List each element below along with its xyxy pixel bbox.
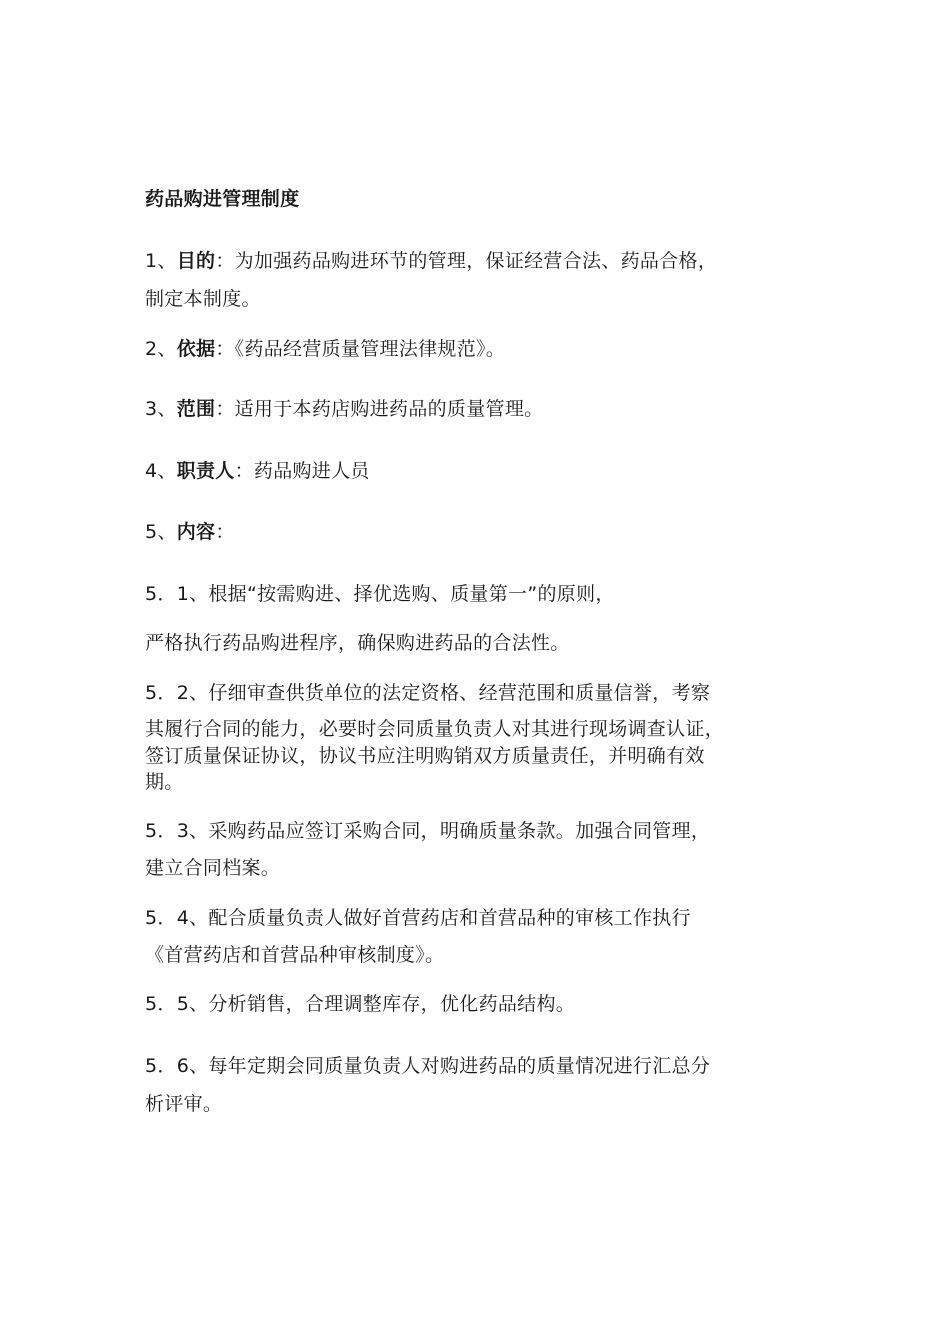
item-label: 目的 bbox=[176, 250, 216, 272]
item-number: 3、 bbox=[145, 398, 177, 420]
section-5-6-line-1: 5．6、每年定期会同质量负责人对购进药品的质量情况进行汇总分 bbox=[145, 1055, 711, 1077]
section-5-1-line-2: 严格执行药品购进程序，确保购进药品的合法性。 bbox=[145, 632, 570, 654]
item-basis bbox=[145, 336, 505, 362]
section-5-2-line-2: 其履行合同的能力，必要时会同质量负责人对其进行现场调查认证， bbox=[145, 718, 725, 740]
section-5-2-line-4: 期。 bbox=[145, 771, 184, 793]
item-label: 范围 bbox=[176, 398, 216, 420]
item-label: 依据 bbox=[176, 338, 216, 360]
item-label: 内容 bbox=[176, 521, 216, 543]
item-responsible bbox=[145, 458, 370, 484]
section-5-5-line-1: 5．5、分析销售，合理调整库存，优化药品结构。 bbox=[145, 993, 576, 1015]
section-5-1-line-1: 5．1、根据“按需购进、择优选购、质量第一”的原则， bbox=[145, 583, 615, 605]
item-number: 2、 bbox=[145, 338, 177, 360]
item-text: ： bbox=[215, 521, 235, 543]
section-5-2-line-1: 5．2、仔细审查供货单位的法定资格、经营范围和质量信誉，考察 bbox=[145, 682, 711, 704]
section-5-6-line-2: 析评审。 bbox=[145, 1093, 223, 1115]
item-text: ：《药品经营质量管理法律规范》。 bbox=[215, 338, 506, 360]
item-text: ：药品购进人员 bbox=[234, 460, 370, 482]
item-content bbox=[145, 519, 235, 545]
section-5-3-line-1: 5．3、采购药品应签订采购合同，明确质量条款。加强合同管理， bbox=[145, 820, 711, 842]
item-number: 5、 bbox=[145, 521, 177, 543]
item-label: 职责人 bbox=[176, 460, 235, 482]
section-5-4-line-1: 5．4、配合质量负责人做好首营药店和首营品种的审核工作执行 bbox=[145, 907, 691, 929]
item-purpose-continued: 制定本制度。 bbox=[145, 288, 261, 310]
item-text: ：适用于本药店购进药品的质量管理。 bbox=[215, 398, 544, 420]
item-purpose bbox=[145, 248, 717, 274]
item-scope bbox=[145, 396, 543, 422]
section-5-4-line-2: 《首营药店和首营品种审核制度》。 bbox=[145, 944, 445, 966]
item-number: 1、 bbox=[145, 250, 177, 272]
document-title: 药品购进管理制度 bbox=[145, 188, 300, 210]
item-text: ：为加强药品购进环节的管理，保证经营合法、药品合格， bbox=[215, 250, 718, 272]
section-5-2-line-3: 签订质量保证协议，协议书应注明购销双方质量责任，并明确有效 bbox=[145, 745, 705, 767]
item-number: 4、 bbox=[145, 460, 177, 482]
section-5-3-line-2: 建立合同档案。 bbox=[145, 857, 281, 879]
